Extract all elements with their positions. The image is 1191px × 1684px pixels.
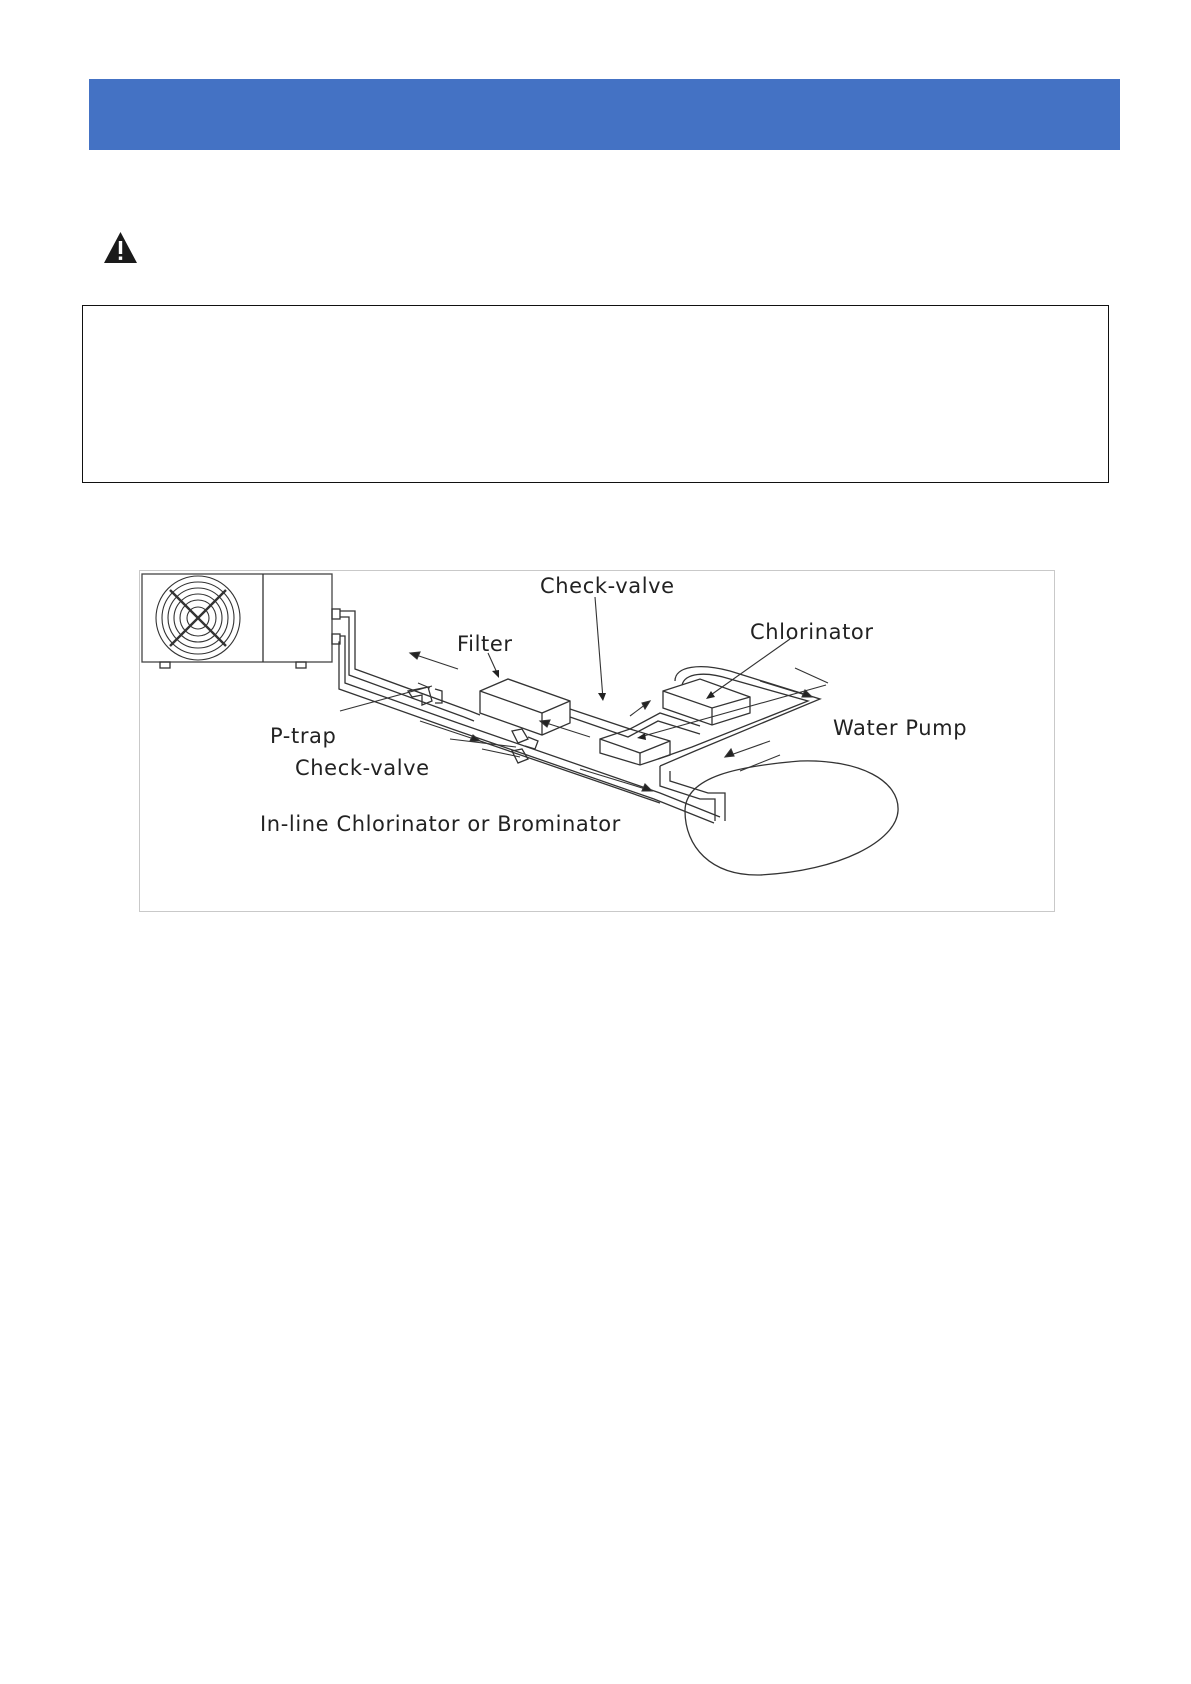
installation-diagram (139, 570, 1055, 912)
label-water-pump: Water Pump (833, 716, 968, 740)
notice-box (82, 305, 1109, 483)
label-check-valve-top: Check-valve (540, 574, 675, 598)
label-filter: Filter (457, 632, 513, 656)
heat-pump-unit (142, 574, 332, 668)
label-chlorinator: Chlorinator (750, 620, 874, 644)
section-header-bar (89, 79, 1120, 150)
label-p-trap: P-trap (270, 724, 337, 748)
label-inline-chlorinator: In-line Chlorinator or Brominator (260, 812, 621, 836)
fan-grille-icon (156, 576, 240, 660)
warning-triangle-icon (102, 230, 139, 265)
water-pump-box (600, 729, 670, 765)
label-check-valve-bottom: Check-valve (295, 756, 430, 780)
pool-shape (685, 761, 898, 875)
